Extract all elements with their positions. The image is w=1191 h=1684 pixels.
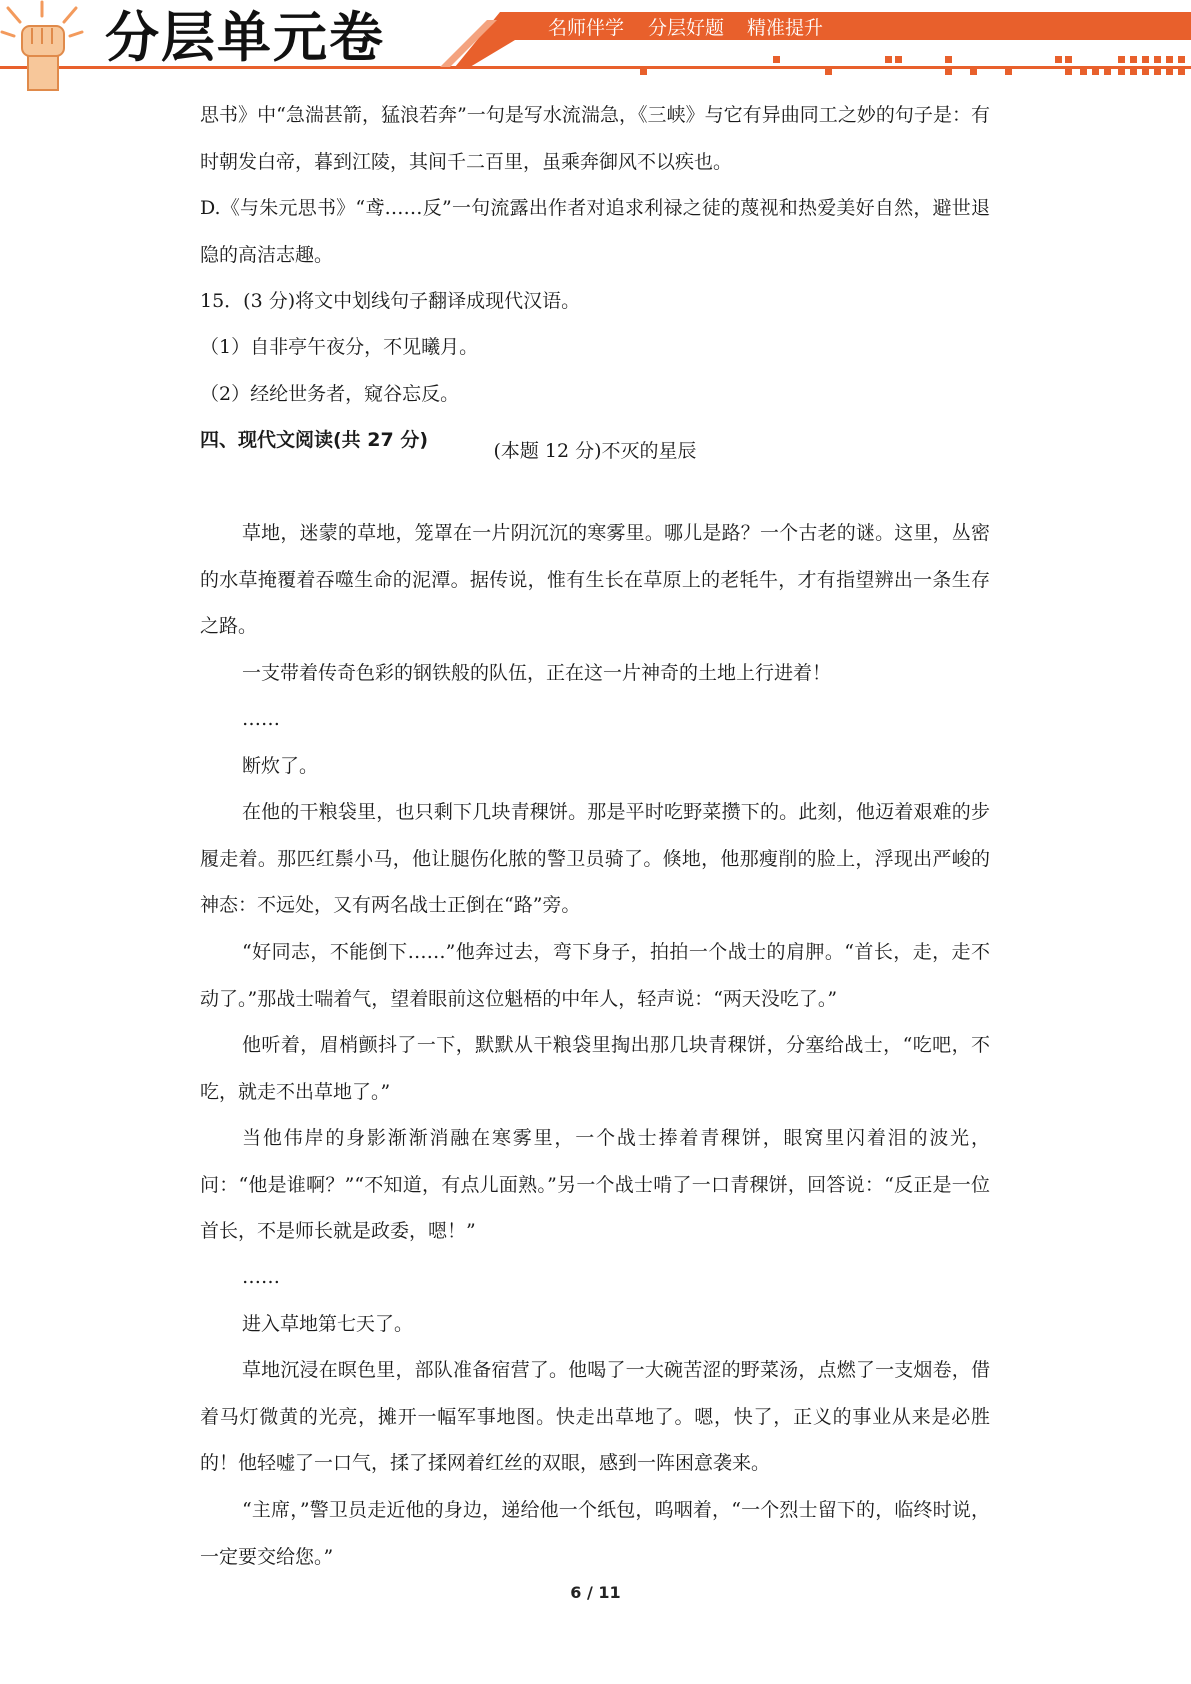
paragraph-7: 当他伟岸的身影渐渐消融在寒雾里，一个战士捧着青稞饼，眼窝里闪着泪的波光，问：“他是谁啊？”“不知道，有点儿面熟。”另一个战士啃了一口青稞饼，回答说：“反正是一位首长，不是师长就是政委，嗯！” [200, 1127, 990, 1242]
paragraph-5: “好同志，不能倒下……”他奔过去，弯下身子，拍拍一个战士的肩胛。“首长，走，走不动了。”那战士喘着气，望着眼前这位魁梧的中年人，轻声说：“两天没吃了。” [200, 941, 990, 1010]
section-heading: 四、现代文阅读(共 27 分) [200, 429, 429, 451]
question-15-item-2: （2）经纶世务者，窥谷忘反。 [200, 383, 460, 405]
slogan-2: 分层好题 [648, 17, 725, 39]
article-title: (本题 12 分)不灭的星辰 [493, 440, 697, 462]
paragraph-8: 进入草地第七天了。 [242, 1313, 414, 1335]
ellipsis-1: …… [242, 708, 280, 730]
paragraph-6: 他听着，眉梢颤抖了一下，默默从干粮袋里掏出那几块青稞饼，分塞给战士，“吃吧，不吃，就走不出草地了。” [200, 1034, 990, 1103]
paragraph-4: 在他的干粮袋里，也只剩下几块青稞饼。那是平时吃野菜攒下的。此刻，他迈着艰难的步履走着。那匹红鬃小马，他让腿伤化脓的警卫员骑了。倏地，他那瘦削的脸上，浮现出严峻的神态：不远处，又有两名战士正倒在“路”旁。 [200, 801, 990, 916]
question-15-item-1: （1）自非亭午夜分，不见曦月。 [200, 336, 479, 358]
slogan-3: 精准提升 [747, 17, 824, 39]
paragraph-1: 草地，迷蒙的草地，笼罩在一片阴沉沉的寒雾里。哪儿是路？一个古老的谜。这里，丛密的水草掩覆着吞噬生命的泥潭。据传说，惟有生长在草原上的老牦牛，才有指望辨出一条生存之路。 [200, 522, 990, 637]
paragraph-3: 断炊了。 [242, 755, 319, 777]
paragraph-9: 草地沉浸在暝色里，部队准备宿营了。他喝了一大碗苦涩的野菜汤，点燃了一支烟卷，借着马灯微黄的光亮，摊开一幅军事地图。快走出草地了。嗯，快了，正义的事业从来是必胜的！他轻嘘了一口气，揉了揉网着红丝的双眼，感到一阵困意袭来。 [200, 1359, 990, 1474]
brand-title: 分层单元卷 [105, 6, 385, 69]
paragraph-10: “主席，”警卫员走近他的身边，递给他一个纸包，呜咽着，“一个烈士留下的，临终时说，一定要交给您。” [200, 1499, 990, 1568]
option-c-continuation: 思书》中“急湍甚箭，猛浪若奔”一句是写水流湍急，《三峡》与它有异曲同工之妙的句子是：有时朝发白帝，暮到江陵，其间千二百里，虽乘奔御风不以疾也。 [200, 104, 990, 173]
slogan-1: 名师伴学 [548, 17, 625, 39]
fist-logo-icon [0, 0, 84, 92]
header-banner [0, 0, 1191, 90]
option-d: D.《与朱元思书》“鸢……反”一句流露出作者对追求利禄之徒的蔑视和热爱美好自然，避世退隐的高洁志趣。 [200, 197, 990, 266]
page-number: 6 / 11 [570, 1583, 621, 1602]
ellipsis-2: …… [242, 1266, 280, 1288]
paragraph-2: 一支带着传奇色彩的钢铁般的队伍，正在这一片神奇的土地上行进着！ [242, 662, 832, 684]
question-15: 15．(3 分)将文中划线句子翻译成现代汉语。 [200, 290, 581, 312]
